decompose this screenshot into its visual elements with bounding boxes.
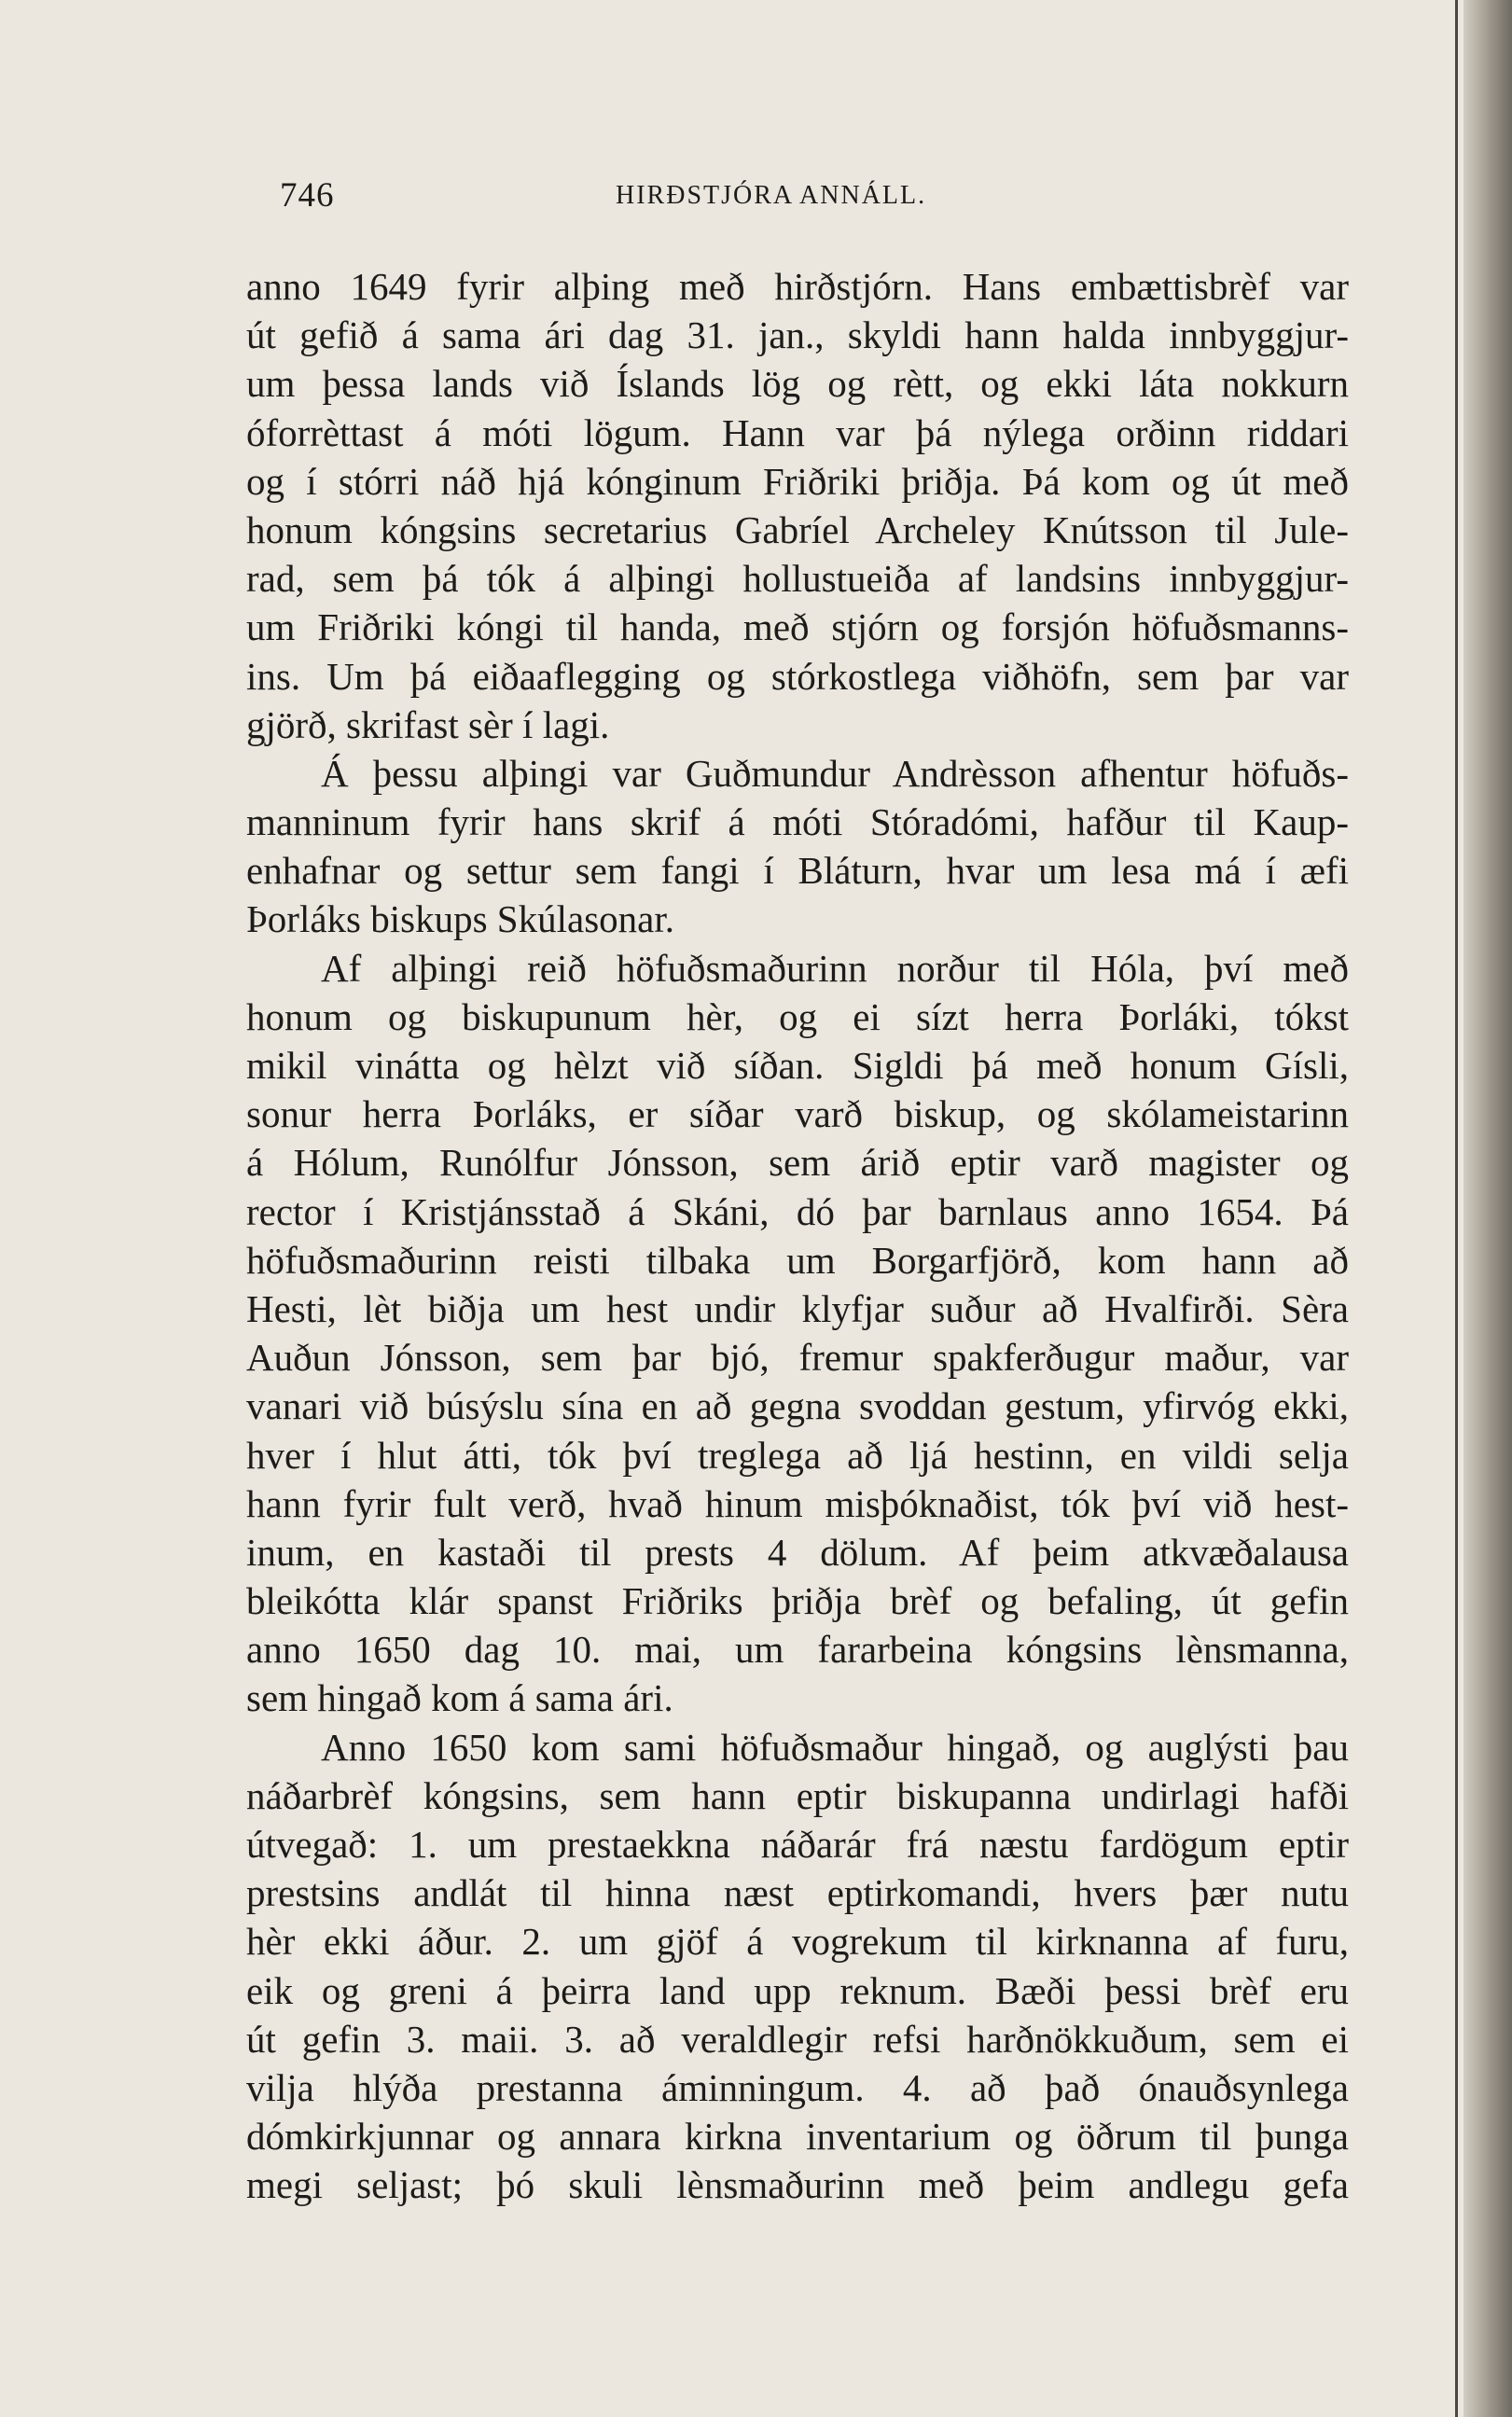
text-line: Anno 1650 kom sami höfuðsmaður hingað, og auglýsti þau bbox=[321, 1725, 1349, 1769]
text-line: honum kóngsins secretarius Gabríel Archeley Knútsson til Jule- bbox=[246, 507, 1349, 551]
text-line: anno 1649 fyrir alþing með hirðstjórn. Hans embættisbrèf var bbox=[246, 265, 1349, 308]
text-line: prestsins andlát til hinna næst eptirkomandi, hvers þær nutu bbox=[246, 1871, 1349, 1915]
text-line: Af alþingi reið höfuðsmaðurinn norður til Hóla, því með bbox=[321, 946, 1349, 990]
text-line: rector í Kristjánsstað á Skáni, dó þar barnlaus anno 1654. Þá bbox=[246, 1189, 1349, 1233]
text-line: gjörð, skrifast sèr í lagi. bbox=[246, 702, 610, 746]
text-line: og í stórri náð hjá kónginum Friðriki þriðja. Þá kom og út með bbox=[246, 459, 1349, 503]
running-title: HIRÐSTJÓRA ANNÁLL. bbox=[616, 181, 927, 210]
text-line: höfuðsmaðurinn reisti tilbaka um Borgarfjörð, kom hann að bbox=[246, 1238, 1349, 1282]
text-line: hver í hlut átti, tók því treglega að ljá hestinn, en vildi selja bbox=[246, 1433, 1349, 1477]
text-line: um Friðriki kóngi til handa, með stjórn og forsjón höfuðsmanns- bbox=[246, 605, 1349, 649]
text-line: sem hingað kom á sama ári. bbox=[246, 1676, 673, 1720]
text-line: á Hólum, Runólfur Jónsson, sem árið eptir varð magister og bbox=[246, 1141, 1349, 1185]
text-line: eik og greni á þeirra land upp reknum. Bæði þessi brèf eru bbox=[246, 1968, 1349, 2012]
text-line: hèr ekki áður. 2. um gjöf á vogrekum til kirknanna af furu, bbox=[246, 1920, 1349, 1964]
text-line: mikil vinátta og hèlzt við síðan. Sigldi þá með honum Gísli, bbox=[246, 1044, 1349, 1087]
text-line: Auðun Jónsson, sem þar bjó, fremur spakferðugur maður, var bbox=[246, 1336, 1349, 1380]
text-line: út gefið á sama ári dag 31. jan., skyldi hann halda innbyggjur- bbox=[246, 313, 1349, 357]
text-line: Þorláks biskups Skúlasonar. bbox=[246, 897, 674, 941]
text-line: hann fyrir fult verð, hvað hinum misþóknaðist, tók því við hest- bbox=[246, 1481, 1349, 1525]
text-line: útvegað: 1. um prestaekkna náðarár frá næstu fardögum eptir bbox=[246, 1823, 1349, 1866]
book-spine-shadow bbox=[1463, 0, 1512, 2417]
text-line: rad, sem þá tók á alþingi hollustueiða af landsins innbyggjur- bbox=[246, 557, 1349, 601]
page-header bbox=[280, 175, 1352, 222]
text-line: inum, en kastaði til prests 4 dölum. Af þeim atkvæðalausa bbox=[246, 1530, 1349, 1574]
text-line: honum og biskupunum hèr, og ei sízt herra Þorláki, tókst bbox=[246, 994, 1349, 1038]
text-line: vanari við búsýslu sína en að gegna svoddan gestum, yfirvóg ekki, bbox=[246, 1384, 1349, 1428]
text-line: megi seljast; þó skuli lènsmaðurinn með þeim andlegu gefa bbox=[246, 2163, 1349, 2207]
text-line: manninum fyrir hans skrif á móti Stóradómi, hafður til Kaup- bbox=[246, 800, 1349, 844]
text-line: Hesti, lèt biðja um hest undir klyfjar suður að Hvalfirði. Sèra bbox=[246, 1286, 1349, 1330]
text-line: enhafnar og settur sem fangi í Bláturn, hvar um lesa má í æfi bbox=[246, 849, 1349, 893]
text-line: anno 1650 dag 10. mai, um fararbeina kóngsins lènsmanna, bbox=[246, 1628, 1349, 1672]
text-line: óforrèttast á móti lögum. Hann var þá nýlega orðinn riddari bbox=[246, 410, 1349, 454]
text-line: Á þessu alþingi var Guðmundur Andrèsson afhentur höfuðs- bbox=[321, 751, 1349, 795]
body-text bbox=[246, 262, 1349, 2210]
page-number: 746 bbox=[280, 176, 335, 215]
text-line: út gefin 3. maii. 3. að veraldlegir refsi harðnökkuðum, sem ei bbox=[246, 2017, 1349, 2061]
text-line: ins. Um þá eiðaaflegging og stórkostlega viðhöfn, sem þar var bbox=[246, 654, 1349, 698]
text-line: um þessa lands við Íslands lög og rètt, og ekki láta nokkurn bbox=[246, 362, 1349, 406]
text-line: náðarbrèf kóngsins, sem hann eptir biskupanna undirlagi hafði bbox=[246, 1773, 1349, 1817]
text-line: vilja hlýða prestanna áminningum. 4. að það ónauðsynlega bbox=[246, 2065, 1349, 2109]
text-line: sonur herra Þorláks, er síðar varð biskup, og skólameistarinn bbox=[246, 1092, 1349, 1136]
text-line: dómkirkjunnar og annara kirkna inventarium og öðrum til þunga bbox=[246, 2115, 1349, 2159]
gutter-line bbox=[1455, 0, 1458, 2417]
text-line: bleikótta klár spanst Friðriks þriðja brèf og befaling, út gefin bbox=[246, 1579, 1349, 1623]
